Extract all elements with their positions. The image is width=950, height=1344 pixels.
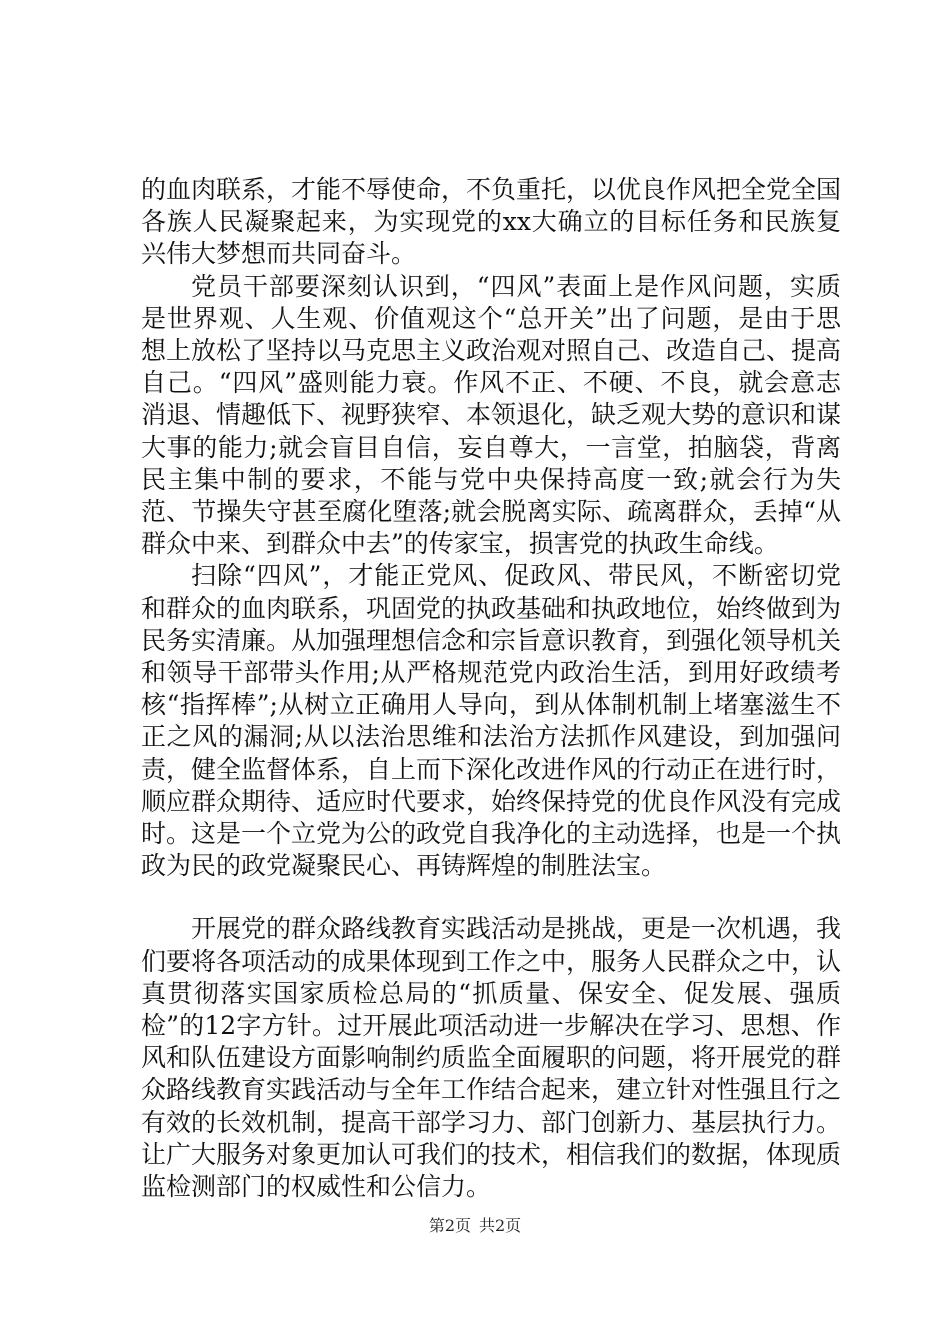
paragraph-sifeng-removal: 扫除“四风”，才能正党风、促政风、带民风，不断密切党和群众的血肉联系，巩固党的执政基础和执政地位，始终做到为民务实清廉。从加强理想信念和宗旨意识教育，到强化领导机关和领导干部带头作用;从严格规范党内政治生活，到用好政绩考核“指挥棒”;从树立正确用人导向，到从体制机制上堵塞滋生不正之风的漏洞;从以法治思维和法治方法抓作风建设，到加强问责，健全监督体系，自上而下深化改进作风的行动正在进行时，顺应群众期待、适应时代要求，始终保持党的优良作风没有完成时。这是一个立党为公的政党自我净化的主动选择，也是一个执政为民的政党凝聚民心、再铸辉煌的制胜法宝。 [141, 561, 842, 881]
paragraph-sifeng-essence: 党员干部要深刻认识到，“四风”表面上是作风问题，实质是世界观、人生观、价值观这个“总开关”出了问题，是由于思想上放松了坚持以马克思主义政治观对照自己、改造自己、提高自己。“四风”盛则能力衰。作风不正、不硬、不良，就会意志消退、情趣低下、视野狭窄、本领退化，缺乏观大势的意识和谋大事的能力;就会盲目自信，妄自尊大，一言堂，拍脑袋，背离民主集中制的要求，不能与党中央保持高度一致;就会行为失范、节操失守甚至腐化堕落;就会脱离实际、疏离群众，丢掉“从群众中来、到群众中去”的传家宝，损害党的执政生命线。 [141, 271, 842, 559]
page-number-total: 共2页 [479, 1216, 522, 1235]
paragraph-gap [141, 882, 841, 913]
page-number-current: 第2页 [428, 1216, 471, 1235]
document-body [141, 174, 841, 1203]
paragraph-education-activity: 开展党的群众路线教育实践活动是挑战，更是一次机遇，我们要将各项活动的成果体现到工作之中，服务人民群众之中，认真贯彻落实国家质检总局的“抓质量、保安全、促发展、强质检”的12字方针。过开展此项活动进一步解决在学习、思想、作风和队伍建设方面影响制约质监全面履职的问题，将开展党的群众路线教育实践活动与全年工作结合起来，建立针对性强且行之有效的长效机制，提高干部学习力、部门创新力、基层执行力。让广大服务对象更加认可我们的技术，相信我们的数据，体现质监检测部门的权威性和公信力。 [141, 914, 842, 1202]
paragraph-continuation: 的血肉联系，才能不辱使命，不负重托，以优良作风把全党全国各族人民凝聚起来，为实现党的xx大确立的目标任务和民族复兴伟大梦想而共同奋斗。 [141, 175, 842, 269]
page-footer [0, 1216, 950, 1236]
